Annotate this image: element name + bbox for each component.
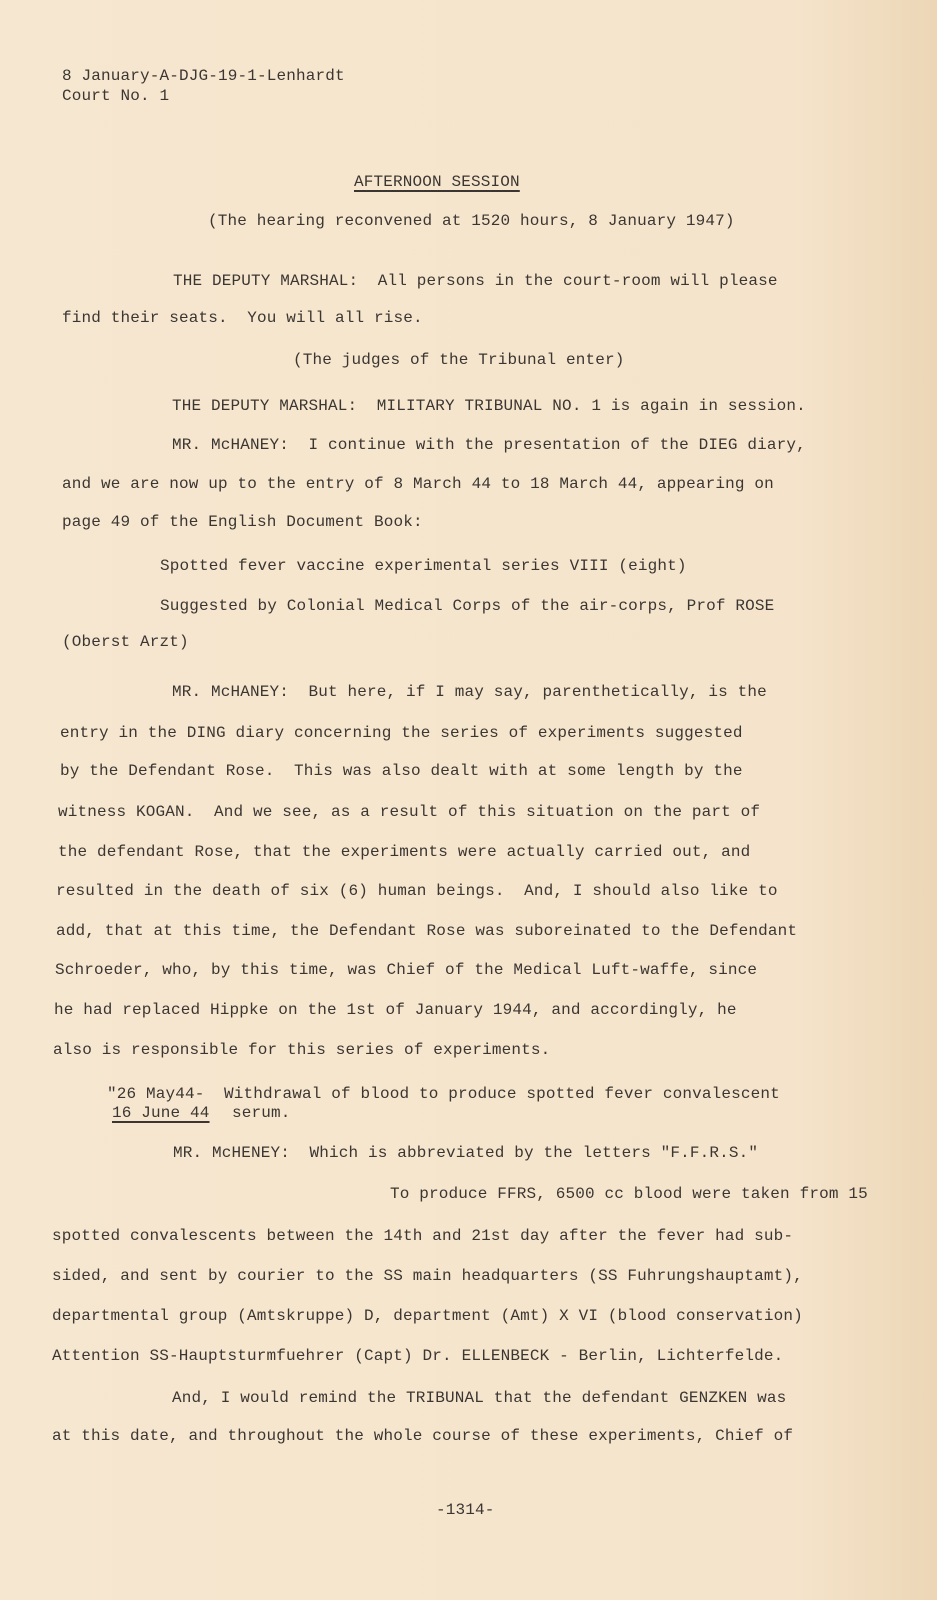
text-line: And, I would remind the TRIBUNAL that the defendant GENZKEN was: [172, 1389, 787, 1407]
text-line: at this date, and throughout the whole course of these experiments, Chief of: [52, 1427, 794, 1445]
text-line: the defendant Rose, that the experiments were actually carried out, and: [58, 843, 751, 861]
page-number: -1314-: [436, 1501, 495, 1519]
text-line: add, that at this time, the Defendant Rose was suboreinated to the Defendant: [56, 922, 798, 940]
text-line: MR. McHANEY: But here, if I may say, parenthetically, is the: [172, 683, 767, 701]
text-line: To produce FFRS, 6500 cc blood were taken from 15: [390, 1185, 868, 1203]
text-line: THE DEPUTY MARSHAL: All persons in the court-room will please: [173, 272, 778, 290]
quoted-entry: "26 May44- Withdrawal of blood to produce spotted fever convalescent: [107, 1085, 780, 1103]
court-number: Court No. 1: [62, 87, 170, 105]
stage-direction: (The judges of the Tribunal enter): [293, 351, 625, 369]
session-title: AFTERNOON SESSION: [354, 173, 520, 191]
quoted-entry: Spotted fever vaccine experimental series VIII (eight): [160, 557, 687, 575]
text-line: by the Defendant Rose. This was also dealt with at some length by the: [60, 762, 743, 780]
text-line: find their seats. You will all rise.: [62, 309, 423, 327]
text-line: sided, and sent by courier to the SS main headquarters (SS Fuhrungshauptamt),: [52, 1267, 803, 1285]
quoted-entry: serum.: [232, 1104, 291, 1122]
text-line: THE DEPUTY MARSHAL: MILITARY TRIBUNAL NO. 1 is again in session.: [172, 397, 806, 415]
text-line: spotted convalescents between the 14th and 21st day after the fever had sub-: [52, 1227, 794, 1245]
quoted-entry: Suggested by Colonial Medical Corps of the air-corps, Prof ROSE: [160, 597, 775, 615]
text-line: witness KOGAN. And we see, as a result of this situation on the part of: [58, 803, 761, 821]
text-line: MR. McHENEY: Which is abbreviated by the letters "F.F.R.S.": [173, 1144, 759, 1162]
reconvened-note: (The hearing reconvened at 1520 hours, 8 January 1947): [208, 212, 735, 230]
text-line: page 49 of the English Document Book:: [62, 513, 423, 531]
quoted-entry: (Oberst Arzt): [62, 633, 189, 651]
text-line: resulted in the death of six (6) human beings. And, I should also like to: [56, 882, 778, 900]
text-line: Schroeder, who, by this time, was Chief of the Medical Luft-waffe, since: [55, 961, 758, 979]
text-line: and we are now up to the entry of 8 March 44 to 18 March 44, appearing on: [62, 475, 774, 493]
file-reference: 8 January-A-DJG-19-1-Lenhardt: [62, 67, 345, 85]
text-line: Attention SS-Hauptsturmfuehrer (Capt) Dr. ELLENBECK - Berlin, Lichterfelde.: [52, 1347, 784, 1365]
text-line: departmental group (Amtskruppe) D, department (Amt) X VI (blood conservation): [52, 1307, 803, 1325]
text-line: entry in the DING diary concerning the series of experiments suggested: [60, 724, 743, 742]
text-line: he had replaced Hippke on the 1st of January 1944, and accordingly, he: [54, 1001, 737, 1019]
quoted-entry-date: 16 June 44: [112, 1104, 210, 1122]
text-line: MR. McHANEY: I continue with the presentation of the DIEG diary,: [172, 436, 806, 454]
text-line: also is responsible for this series of experiments.: [53, 1041, 551, 1059]
